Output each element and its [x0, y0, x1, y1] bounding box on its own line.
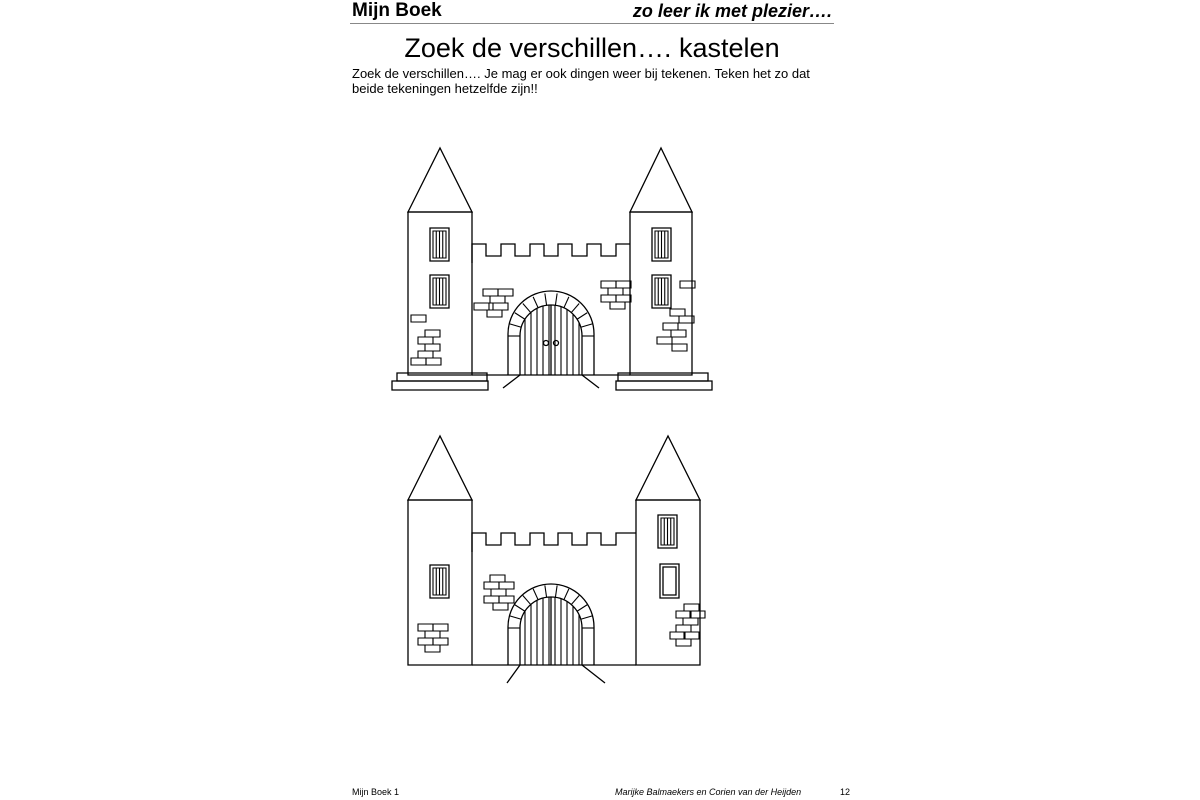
footer-book: Mijn Boek 1	[352, 787, 400, 797]
castle-drawing-top	[392, 148, 712, 390]
worksheet-title: Zoek de verschillen…. kastelen	[404, 33, 780, 63]
brick	[425, 645, 440, 652]
brick	[672, 344, 687, 351]
brick	[425, 330, 440, 337]
right-step-lower	[616, 381, 712, 390]
brick	[493, 303, 508, 310]
brick	[418, 337, 433, 344]
right-tower-roof	[630, 148, 692, 212]
path-right	[582, 665, 605, 683]
brick	[418, 351, 433, 358]
brick	[663, 323, 678, 330]
brick	[690, 611, 705, 618]
book-title: Mijn Boek	[352, 0, 442, 21]
brick	[418, 638, 433, 645]
brick	[491, 589, 506, 596]
path-left	[503, 375, 520, 388]
brick	[616, 281, 631, 288]
brick	[484, 596, 499, 603]
brick	[601, 295, 616, 302]
brick	[676, 611, 691, 618]
right-step-upper	[618, 373, 708, 381]
right-tower-roof	[636, 436, 700, 500]
castle-drawing-bottom	[408, 436, 700, 683]
brick	[657, 337, 672, 344]
brick	[670, 632, 685, 639]
brick	[684, 604, 699, 611]
brick	[671, 330, 686, 337]
brick	[601, 281, 616, 288]
brick	[676, 639, 691, 646]
brick	[670, 309, 685, 316]
brick	[418, 624, 433, 631]
battlement	[472, 533, 636, 552]
brick	[483, 289, 498, 296]
battlement	[472, 244, 630, 263]
brick	[616, 295, 631, 302]
footer-authors: Marijke Balmaekers en Corien van der Heijden	[615, 787, 802, 797]
brick	[484, 582, 499, 589]
left-tower-roof	[408, 148, 472, 212]
brick	[499, 596, 514, 603]
brick	[411, 315, 426, 322]
brick	[608, 288, 623, 295]
brick	[490, 296, 505, 303]
brick	[490, 575, 505, 582]
brick	[433, 638, 448, 645]
brick	[499, 582, 514, 589]
brick	[474, 303, 489, 310]
worksheet-instructions: Zoek de verschillen…. Je mag er ook dingen weer bij tekenen. Teken het zo dat beide tekeningen hetzelfde zijn!!	[352, 66, 810, 96]
brick	[425, 631, 440, 638]
brick	[411, 358, 426, 365]
brick	[610, 302, 625, 309]
brick	[676, 625, 691, 632]
brick	[680, 281, 695, 288]
brick	[425, 344, 440, 351]
brick	[487, 310, 502, 317]
brick	[433, 624, 448, 631]
left-step-upper	[397, 373, 487, 381]
page-number: 12	[840, 787, 851, 797]
brick	[684, 632, 699, 639]
brick	[493, 603, 508, 610]
brick	[498, 289, 513, 296]
left-tower-roof	[408, 436, 472, 500]
brick	[426, 358, 441, 365]
path-right	[582, 375, 599, 388]
path-left	[507, 665, 520, 683]
left-step-lower	[392, 381, 488, 390]
header-motto: zo leer ik met plezier….	[632, 1, 832, 21]
brick	[683, 618, 698, 625]
